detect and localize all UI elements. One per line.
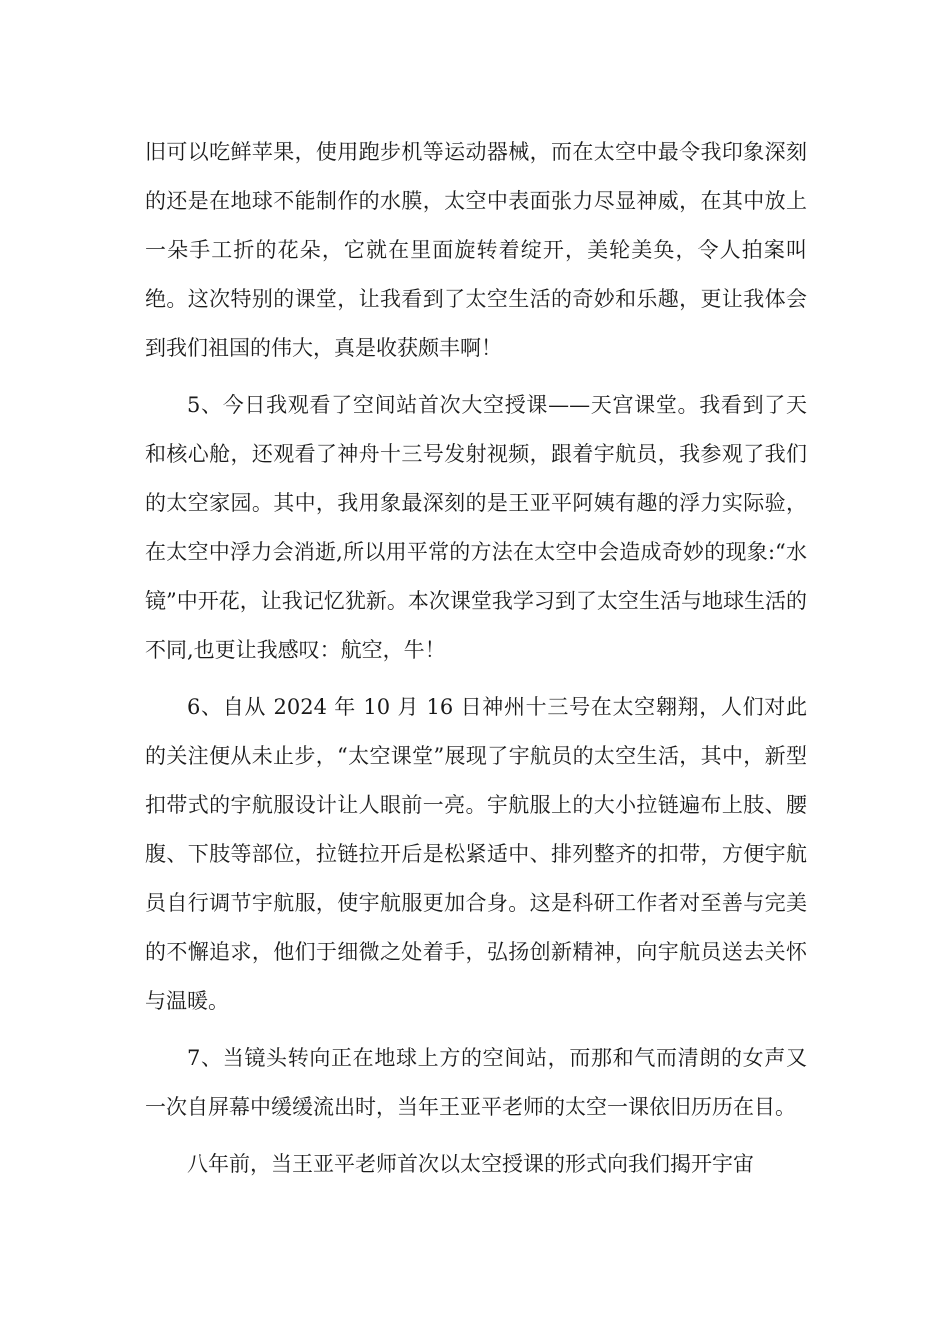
paragraph-continuation: 旧可以吃鲜苹果，使用跑步机等运动器械，而在太空中最令我印象深刻的还是在地球不能制作的水膜，太空中表面张力尽显神威，在其中放上一朵手工折的花朵，它就在里面旋转着绽开，美轮美奂，令人拍案叫绝。这次特别的课堂，让我看到了太空生活的奇妙和乐趣，更让我体会到我们祖国的伟大，真是收获颇丰啊！ <box>145 140 807 360</box>
paragraph-item-5: 5、今日我观看了空间站首次大空授课——天宫课堂。我看到了天和核心舱，还观看了神舟十三号发射视频，跟着宇航员，我参观了我们的太空家园。其中，我用象最深刻的是王亚平阿姨有趣的浮力实际验，在太空中浮力会消逝,所以用平常的方法在太空中会造成奇妙的现象:“水镜”中开花，让我记忆犹新。本次课堂我学习到了太空生活与地球生活的不同,也更让我感叹：航空，牛！ <box>145 393 807 662</box>
paragraph-eight-years-ago: 八年前，当王亚平老师首次以太空授课的形式向我们揭开宇宙 <box>187 1152 754 1176</box>
paragraph-item-6: 6、自从 2024 年 10 月 16 日神州十三号在太空翱翔，人们对此的关注便从未止步，“太空课堂”展现了宇航员的太空生活，其中，新型扣带式的宇航服设计让人眼前一亮。宇航服上的大小拉链遍布上肢、腰腹、下肢等部位，拉链拉开后是松紧适中、排列整齐的扣带，方便宇航员自行调节宇航服，使宇航服更加合身。这是科研工作者对至善与完美的不懈追求，他们于细微之处着手，弘扬创新精神，向宇航员送去关怀与温暖。 <box>145 695 807 1013</box>
paragraph-item-7: 7、当镜头转向正在地球上方的空间站，而那和气而清朗的女声又一次自屏幕中缓缓流出时，当年王亚平老师的太空一课依旧历历在目。 <box>145 1046 807 1119</box>
document-body <box>145 128 807 1197</box>
